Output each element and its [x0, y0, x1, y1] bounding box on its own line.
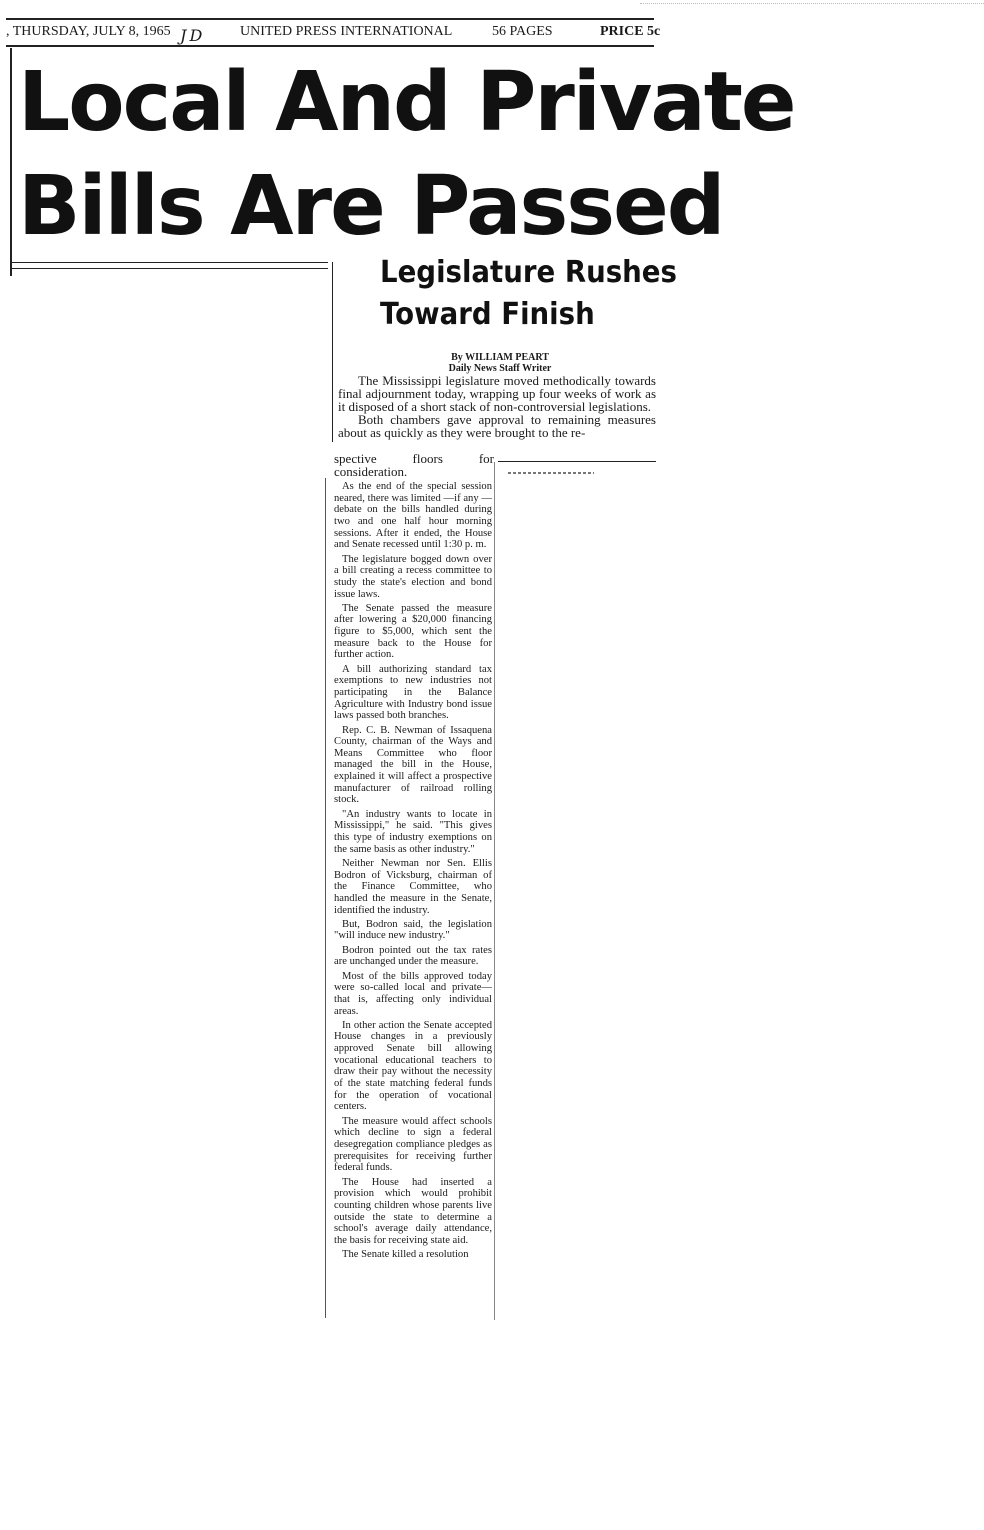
column-paragraph: The House had inserted a provision which would prohibit counting children whose parents live outside the state to determine a school's average daily attendance, the basis for receiving state aid. — [334, 1176, 492, 1246]
masthead-bottom-rule — [6, 45, 654, 47]
adjacent-article-top-rule — [498, 461, 656, 462]
column-paragraph: "An industry wants to locate in Mississippi," he said. "This gives this type of industry exemptions on the same basis as other industry." — [334, 808, 492, 855]
column-paragraph: As the end of the special session neared, there was limited —if any — debate on the bills handled during two and one half hour morning sessions. After it ended, the House and Senate recessed until 1:30 p. m. — [334, 481, 492, 551]
adjacent-article-box — [498, 461, 656, 481]
clipping-left-rule — [10, 48, 12, 276]
body-right-rule — [494, 462, 495, 1320]
lead-paragraphs — [338, 374, 656, 439]
column-paragraph: Neither Newman nor Sen. Ellis Bodron of Vicksburg, chairman of the Finance Committee, who handled the measure in the Senate, identified the industry. — [334, 857, 492, 916]
masthead-date: , THURSDAY, JULY 8, 1965 — [6, 24, 171, 39]
byline-name: By WILLIAM PEART — [451, 352, 549, 363]
byline — [340, 352, 660, 374]
headline-line-2: Bills Are Passed — [18, 159, 724, 254]
column-paragraph: Most of the bills approved today were so-called local and private—that is, affecting only individual areas. — [334, 970, 492, 1017]
column-paragraph: Bodron pointed out the tax rates are unchanged under the measure. — [334, 944, 492, 968]
column-paragraph: The Senate passed the measure after lowering a $20,000 financing figure to $5,000, which sent the measure back to the House for further action. — [334, 602, 492, 661]
column-divider-rule — [332, 262, 333, 442]
masthead-price: PRICE 5c — [600, 24, 661, 39]
column-paragraph: The Senate killed a resolution — [342, 1249, 469, 1261]
subhead-line-2: Toward Finish — [380, 297, 595, 332]
lead-continuation: spective floors for consideration. — [334, 451, 494, 479]
subhead-line-1: Legislature Rushes — [380, 255, 677, 290]
lead-continuation-block — [334, 452, 494, 478]
headline-rule-lower — [12, 268, 328, 269]
headline-rule-upper — [12, 262, 328, 263]
column-paragraph: A bill authorizing standard tax exemptions to new industries not participating in the Balance Agriculture with Industry bond issue laws passed both branches. — [334, 663, 492, 722]
column-paragraph: Rep. C. B. Newman of Issaquena County, chairman of the Ways and Means Committee who floor managed the bill in the House, explained it will affect a prospective manufacturer of railroad rolling stock. — [334, 724, 492, 806]
masthead — [6, 24, 660, 44]
scan-edge-dotted-line — [640, 3, 984, 4]
lead-paragraph: The Mississippi legislature moved methodically towards final adjournment today, wrapping up four weeks of work as it disposed of a short stack of non-controversial legislations. — [338, 373, 656, 414]
column-paragraph: The legislature bogged down over a bill creating a recess committee to study the state's election and bond issue laws. — [334, 553, 492, 600]
column-paragraph: But, Bodron said, the legislation "will induce new industry." — [334, 918, 492, 942]
handwritten-initials: J D — [180, 26, 202, 45]
column-paragraph: In other action the Senate accepted House changes in a previously approved Senate bill allowing vocational educational teachers to draw their pay without the necessity of the state matching federal funds for the operation of vocational centers. — [334, 1019, 492, 1113]
masthead-page-count: 56 PAGES — [492, 24, 553, 39]
body-left-rule — [325, 478, 326, 1318]
body-column — [334, 481, 492, 1261]
byline-title: Daily News Staff Writer — [448, 363, 552, 374]
masthead-top-rule — [6, 18, 654, 20]
column-paragraph: The measure would affect schools which decline to sign a federal desegregation compliance pledges as prerequisites for receiving further federal funds. — [334, 1115, 492, 1174]
lead-paragraph: Both chambers gave approval to remaining measures about as quickly as they were brought to the re- — [338, 412, 656, 440]
headline-line-1: Local And Private — [18, 55, 795, 150]
masthead-wire-service: UNITED PRESS INTERNATIONAL — [240, 24, 453, 39]
faint-text-fragment — [508, 472, 594, 474]
